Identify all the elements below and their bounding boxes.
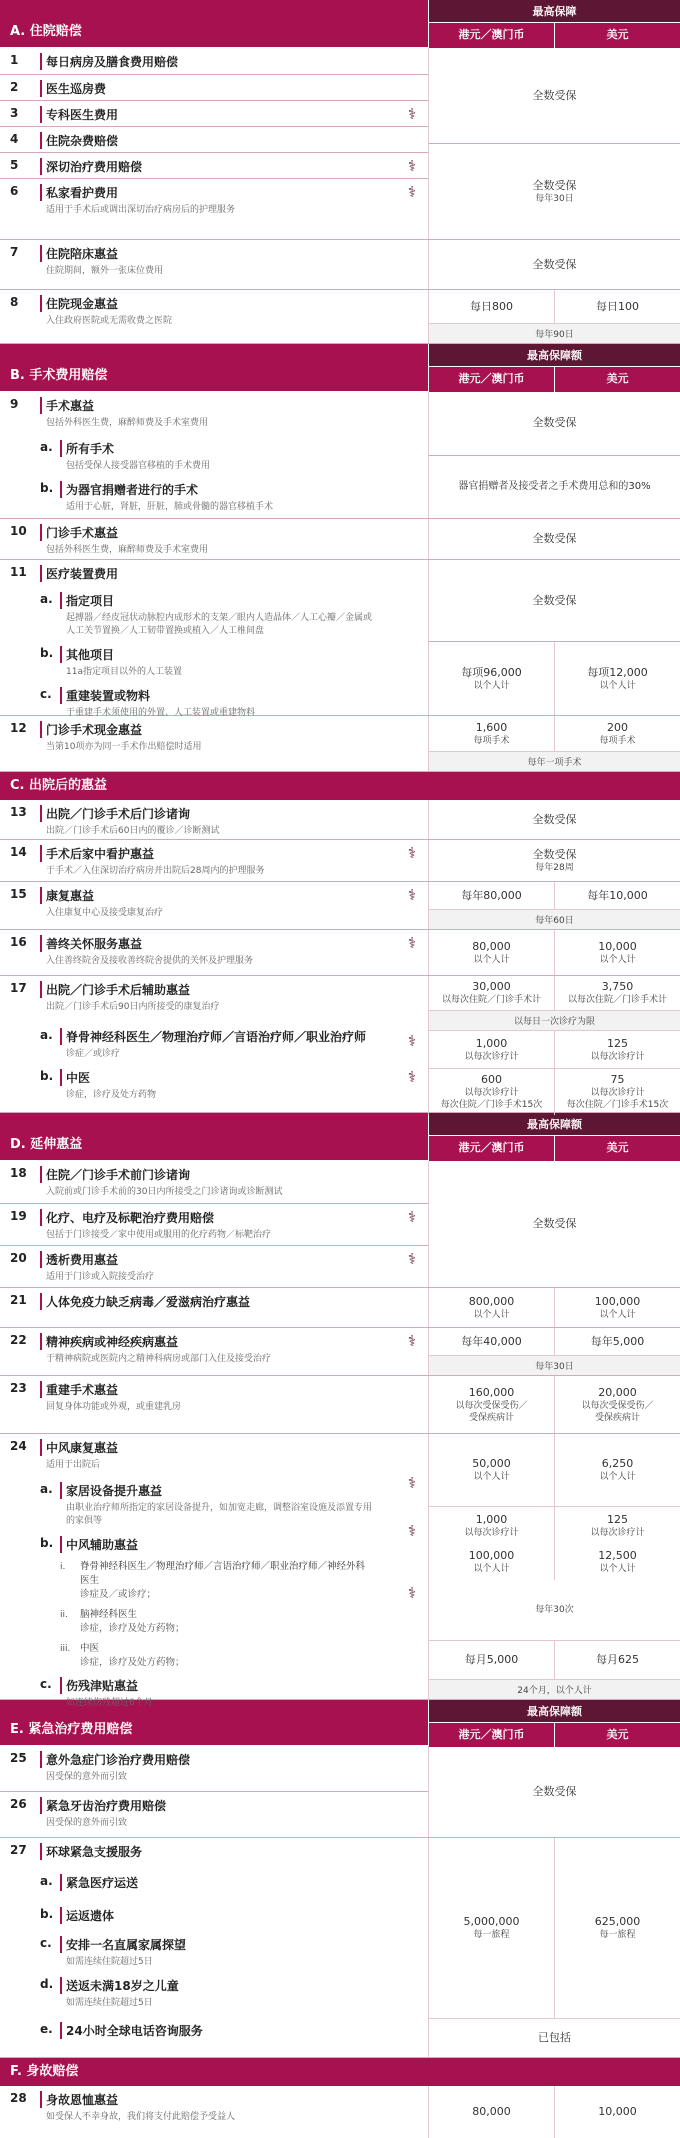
coverage-cell: 全数受保 每年30日 bbox=[428, 144, 680, 239]
table-row: 9 手术惠益 包括外科医生费，麻醉师费及手术室费用 a. 所有手术 包括受保人接受器官移植的手术费用 b. 为器官捐赠者进行的手术 适用于心脏，肾脏，肝脏，肺或骨髓的器官移植手术 全数受保 器官捐赠者及接受者之手术费用总和的30% bbox=[0, 392, 680, 519]
table-row: 5 深切治疗费用赔偿 ⚕ bbox=[0, 153, 428, 179]
sub-item: a. 所有手术 包括受保人接受器官移植的手术费用 bbox=[0, 436, 428, 477]
coverage-cell: 已包括 bbox=[428, 2018, 680, 2057]
table-row: 26 紧急牙齿治疗费用赔偿 因受保的意外而引致 bbox=[0, 1792, 428, 1837]
sub-item: c. 伤残津贴惠益 如连续伤残超过6个月 bbox=[0, 1673, 428, 1714]
coverage-header: 最高保障额 bbox=[428, 1113, 680, 1136]
coverage-cell: 全数受保 bbox=[428, 1161, 680, 1287]
coverage-cell: 全数受保 bbox=[428, 240, 680, 289]
sub-item: c. 重建装置或物料 于重建手术须使用的外置、人工装置或重建物料 bbox=[0, 683, 428, 724]
cell-us: 每年5,000 bbox=[554, 1328, 680, 1355]
caduceus-icon: ⚕ bbox=[407, 934, 416, 952]
cell-us: 20,000 以每次受保受伤／ 受保疾病计 bbox=[554, 1376, 680, 1433]
coverage-cell: 全数受保 bbox=[428, 1746, 680, 1837]
sub-item: a. 紧急医疗运送 bbox=[0, 1866, 428, 1899]
row-note: 以每日一次诊疗为限 bbox=[428, 1010, 680, 1030]
caduceus-icon: ⚕ bbox=[407, 1332, 416, 1350]
section-e-rows-25-26 bbox=[0, 1746, 680, 1838]
sub-item: c. 安排一名直属家属探望 如需连续住院超过5日 bbox=[0, 1932, 428, 1973]
col-us: 美元 bbox=[554, 23, 680, 48]
row-note: 每年60日 bbox=[428, 909, 680, 929]
table-row: 28 身故恩恤惠益 如受保人不幸身故，我们将支付此赔偿予受益人 80,000 10,000 bbox=[0, 2086, 680, 2138]
cell-us: 625,000 每一旅程 bbox=[554, 1838, 680, 2018]
cell-hk: 30,000 以每次住院／门诊手术计 bbox=[428, 976, 554, 1010]
col-us: 美元 bbox=[554, 367, 680, 392]
row-note: 24个月，以个人计 bbox=[428, 1679, 680, 1699]
coverage-cell: 全数受保 每年28周 bbox=[428, 840, 680, 881]
table-row: 10 门诊手术惠益 包括外科医生费，麻醉师费及手术室费用 全数受保 bbox=[0, 519, 680, 560]
cell-hk: 每日800 bbox=[428, 290, 554, 323]
coverage-header: 最高保障额 bbox=[428, 344, 680, 367]
cell-us: 每日100 bbox=[554, 290, 680, 323]
cell-hk: 每年40,000 bbox=[428, 1328, 554, 1355]
sub-item: b. 中风辅助惠益 bbox=[0, 1532, 428, 1557]
table-row: 19 化疗、电疗及标靶治疗费用赔偿 包括于门诊接受／家中使用或服用的化疗药物／标靶治疗 ⚕ bbox=[0, 1204, 428, 1246]
section-title: B. 手术费用赔偿 bbox=[0, 344, 428, 392]
table-row: 1 每日病房及膳食费用赔偿 bbox=[0, 48, 428, 75]
table-row: 24 中风康复惠益 适用于出院后 a. 家居设备提升惠益 由职业治疗师所指定的家居设备提升，如加宽走廊，调整浴室设施及添置专用的家俱等 b. 中风辅助惠益 i. 脊骨神经科医生／物理治疗师／言语治疗师／职业治疗师／神经外科医生 诊症及／或诊疗； ii. 脑神经科医生 诊症，诊疗及处方药物； iii. 中医 诊症，诊疗及处方药物； c. 伤残津贴惠益 如连续伤残超过6个月 ⚕ ⚕ ⚕ 50,000 以个人计 6,250 以个人计 1,000 以每次诊疗计 125 以每次诊疗计 100,000 以个人计 12,500 以个人计 每年30次 每月5,000 每月625 24个月，以个人计 bbox=[0, 1434, 680, 1700]
cell-hk: 160,000 以每次受保受伤／ 受保疾病计 bbox=[428, 1376, 554, 1433]
cell-us: 每项12,000 以个人计 bbox=[554, 642, 680, 715]
caduceus-icon: ⚕ bbox=[407, 1584, 416, 1602]
col-hk: 港元／澳门币 bbox=[428, 23, 554, 48]
sub-item: a. 指定项目 起搏器／经皮冠状动脉腔内成形术的支架／眼内人造晶体／人工心瓣／金属或人工关节置换／人工韧带置换或植入／人工椎间盘 bbox=[0, 588, 428, 642]
roman-item: iii. 中医 诊症，诊疗及处方药物； bbox=[60, 1643, 185, 1668]
table-row: 6 私家看护费用 适用于手术后或调出深切治疗病房后的护理服务 ⚕ bbox=[10, 183, 416, 215]
caduceus-icon: ⚕ bbox=[407, 105, 416, 123]
cell-hk: 1,600 每项手术 bbox=[428, 716, 554, 751]
caduceus-icon: ⚕ bbox=[407, 1208, 416, 1226]
cell-us: 3,750 以每次住院／门诊手术计 bbox=[554, 976, 680, 1010]
cell-hk: 每项96,000 以个人计 bbox=[428, 642, 554, 715]
cell-us: 每月625 bbox=[554, 1641, 680, 1679]
table-row: 3 专科医生费用 ⚕ bbox=[0, 101, 428, 127]
caduceus-icon: ⚕ bbox=[407, 1474, 416, 1492]
section-a-header bbox=[0, 0, 680, 48]
section-title: E. 紧急治疗费用赔偿 bbox=[0, 1700, 428, 1746]
cell-hk: 80,000 以个人计 bbox=[428, 930, 554, 975]
table-row: 7 住院陪床惠益 住院期间，额外一张床位费用 全数受保 bbox=[0, 240, 680, 290]
col-hk: 港元／澳门币 bbox=[428, 1723, 554, 1747]
table-row: 4 住院杂费赔偿 bbox=[0, 127, 428, 153]
cell-hk: 每月5,000 bbox=[428, 1641, 554, 1679]
section-title: A. 住院赔偿 bbox=[0, 0, 428, 48]
table-row: 27 环球紧急支援服务 a. 紧急医疗运送 b. 运返遗体 c. 安排一名直属家属探望 如需连续住院超过5日 d. 送返未满18岁之儿童 如需连续住院超过5日 e. 24小时全球电话咨询服务 5,000,000 每一旅程 625,000 每一旅程 已包括 bbox=[0, 1838, 680, 2058]
section-d-header bbox=[0, 1113, 680, 1161]
cell-us: 每年10,000 bbox=[554, 882, 680, 909]
roman-item: i. 脊骨神经科医生／物理治疗师／言语治疗师／职业治疗师／神经外科医生 诊症及／或诊疗； bbox=[60, 1561, 366, 1600]
row-note: 每年一项手术 bbox=[428, 751, 680, 771]
section-c-header: C. 出院后的惠益 bbox=[0, 772, 680, 800]
cell-us: 10,000 bbox=[554, 2086, 680, 2138]
caduceus-icon: ⚕ bbox=[407, 1068, 416, 1086]
table-row: 13 出院／门诊手术后门诊诸询 出院／门诊手术后60日内的覆诊／诊断测试 全数受保 bbox=[0, 800, 680, 840]
coverage-cell: 器官捐赠者及接受者之手术费用总和的30% bbox=[428, 456, 680, 519]
cell-hk: 1,000 以每次诊疗计 bbox=[428, 1031, 554, 1068]
caduceus-icon: ⚕ bbox=[407, 183, 416, 201]
coverage-cell: 全数受保 bbox=[428, 519, 680, 559]
cell-hk: 5,000,000 每一旅程 bbox=[428, 1838, 554, 2018]
row-note: 每年90日 bbox=[428, 323, 680, 343]
coverage-header: 最高保障额 bbox=[428, 1700, 680, 1723]
table-row: 11 医疗装置费用 a. 指定项目 起搏器／经皮冠状动脉腔内成形术的支架／眼内人造晶体／人工心瓣／金属或人工关节置换／人工韧带置换或植入／人工椎间盘 b. 其他项目 11a指定项目以外的人工装置 c. 重建装置或物料 于重建手术须使用的外置、人工装置或重建物料 全数受保 每项96,000 以个人计 每项12,000 以个人计 bbox=[0, 560, 680, 716]
section-f-header: F. 身故赔偿 bbox=[0, 2058, 680, 2086]
col-hk: 港元／澳门币 bbox=[428, 1136, 554, 1161]
coverage-cell: 全数受保 bbox=[428, 48, 680, 144]
cell-us: 6,250 以个人计 bbox=[554, 1434, 680, 1506]
cell-hk: 50,000 以个人计 bbox=[428, 1434, 554, 1506]
section-title: D. 延伸惠益 bbox=[0, 1113, 428, 1161]
caduceus-icon: ⚕ bbox=[407, 1522, 416, 1540]
cell-hk: 1,000 以每次诊疗计 bbox=[428, 1507, 554, 1544]
caduceus-icon: ⚕ bbox=[407, 157, 416, 175]
caduceus-icon: ⚕ bbox=[407, 844, 416, 862]
col-us: 美元 bbox=[554, 1723, 680, 1747]
section-b-header bbox=[0, 344, 680, 392]
cell-us: 125 以每次诊疗计 bbox=[554, 1507, 680, 1544]
table-row: 2 医生巡房费 bbox=[0, 75, 428, 101]
coverage-cell: 全数受保 bbox=[428, 560, 680, 642]
sub-item: b. 中医 诊症，诊疗及处方药物 bbox=[0, 1065, 428, 1106]
caduceus-icon: ⚕ bbox=[407, 1250, 416, 1268]
table-row: 14 手术后家中看护惠益 于手术／入住深切治疗病房并出院后28周内的护理服务 ⚕ 全数受保 每年28周 bbox=[0, 840, 680, 882]
cell-us: 12,500 以个人计 bbox=[554, 1544, 680, 1580]
cell-hk: 每年80,000 bbox=[428, 882, 554, 909]
coverage-header: 最高保障 bbox=[428, 0, 680, 23]
table-row: 18 住院／门诊手术前门诊诸询 入院前或门诊手术前的30日内所接受之门诊诸询或诊断测试 bbox=[0, 1161, 428, 1204]
table-row: 22 精神疾病或神经疾病惠益 于精神病院或医院内之精神科病房或部门入住及接受治疗 ⚕ 每年40,000 每年5,000 每年30日 bbox=[0, 1328, 680, 1376]
cell-hk: 100,000 以个人计 bbox=[428, 1544, 554, 1580]
cell-us: 100,000 以个人计 bbox=[554, 1288, 680, 1327]
table-row: 12 门诊手术现金惠益 当第10项亦为同一手术作出赔偿时适用 1,600 每项手术 200 每项手术 每年一项手术 bbox=[0, 716, 680, 772]
table-row: 8 住院现金惠益 入住政府医院或无需收费之医院 每日800 每日100 每年90日 bbox=[0, 290, 680, 344]
row-note: 每年30日 bbox=[428, 1355, 680, 1375]
sub-item: b. 为器官捐赠者进行的手术 适用于心脏，肾脏，肝脏，肺或骨髓的器官移植手术 bbox=[0, 477, 428, 518]
roman-item: ii. 脑神经科医生 诊症，诊疗及处方药物； bbox=[60, 1609, 185, 1634]
table-row: 25 意外急症门诊治疗费用赔偿 因受保的意外而引致 bbox=[0, 1746, 428, 1792]
sub-item: b. 运返遗体 bbox=[0, 1899, 428, 1932]
coverage-cell: 全数受保 bbox=[428, 392, 680, 456]
sub-item: a. 家居设备提升惠益 由职业治疗师所指定的家居设备提升，如加宽走廊，调整浴室设施及添置专用的家俱等 bbox=[0, 1478, 428, 1532]
table-row: 23 重建手术惠益 回复身体功能或外观，或重建乳房 160,000 以每次受保受伤／ 受保疾病计 20,000 以每次受保受伤／ 受保疾病计 bbox=[0, 1376, 680, 1434]
table-row: 16 善终关怀服务惠益 入住善终院舍及接收善终院舍提供的关怀及护理服务 ⚕ 80,000 以个人计 10,000 以个人计 bbox=[0, 930, 680, 976]
sub-item: d. 送返未满18岁之儿童 如需连续住院超过5日 bbox=[0, 1973, 428, 2014]
coverage-cell: 全数受保 bbox=[428, 800, 680, 839]
cell-hk: 80,000 bbox=[428, 2086, 554, 2138]
col-hk: 港元／澳门币 bbox=[428, 367, 554, 392]
table-row: 20 透析费用惠益 适用于门诊或入院接受治疗 ⚕ bbox=[10, 1250, 416, 1282]
table-row: 15 康复惠益 入住康复中心及接受康复治疗 ⚕ 每年80,000 每年10,000 每年60日 bbox=[0, 882, 680, 930]
sub-item: e. 24小时全球电话咨询服务 bbox=[0, 2014, 428, 2043]
cell-us: 75 以每次诊疗计 每次住院／门诊手术15次 bbox=[554, 1069, 680, 1115]
section-a-rows-1-5 bbox=[0, 48, 680, 240]
cell-us: 10,000 以个人计 bbox=[554, 930, 680, 975]
cell-us: 200 每项手术 bbox=[554, 716, 680, 751]
caduceus-icon: ⚕ bbox=[407, 1032, 416, 1050]
col-us: 美元 bbox=[554, 1136, 680, 1161]
cell-us: 125 以每次诊疗计 bbox=[554, 1031, 680, 1068]
section-d-rows-18-20 bbox=[0, 1161, 680, 1288]
table-row: 17 出院／门诊手术后辅助惠益 出院／门诊手术后90日内所接受的康复治疗 a. 脊骨神经科医生／物理治疗师／言语治疗师／职业治疗师 诊症／或诊疗 b. 中医 诊症，诊疗及处方药物 ⚕ ⚕ 30,000 以每次住院／门诊手术计 3,750 以每次住院／门诊手术计 以每日一次诊疗为限 1,000 以每次诊疗计 125 以每次诊疗计 600 以每次诊疗计 每次住院／门诊手术15次 75 以每次诊疗计 每次住院／门诊手术15次 bbox=[0, 976, 680, 1113]
cell-hk: 800,000 以个人计 bbox=[428, 1288, 554, 1327]
sub-item: b. 其他项目 11a指定项目以外的人工装置 bbox=[0, 642, 428, 683]
coverage-cell: 每年30次 bbox=[428, 1580, 680, 1640]
cell-hk: 600 以每次诊疗计 每次住院／门诊手术15次 bbox=[428, 1069, 554, 1115]
table-row: 21 人体免疫力缺乏病毒／爱滋病治疗惠益 800,000 以个人计 100,000 以个人计 bbox=[0, 1288, 680, 1328]
caduceus-icon: ⚕ bbox=[407, 886, 416, 904]
sub-item: a. 脊骨神经科医生／物理治疗师／言语治疗师／职业治疗师 诊症／或诊疗 bbox=[0, 1024, 428, 1065]
